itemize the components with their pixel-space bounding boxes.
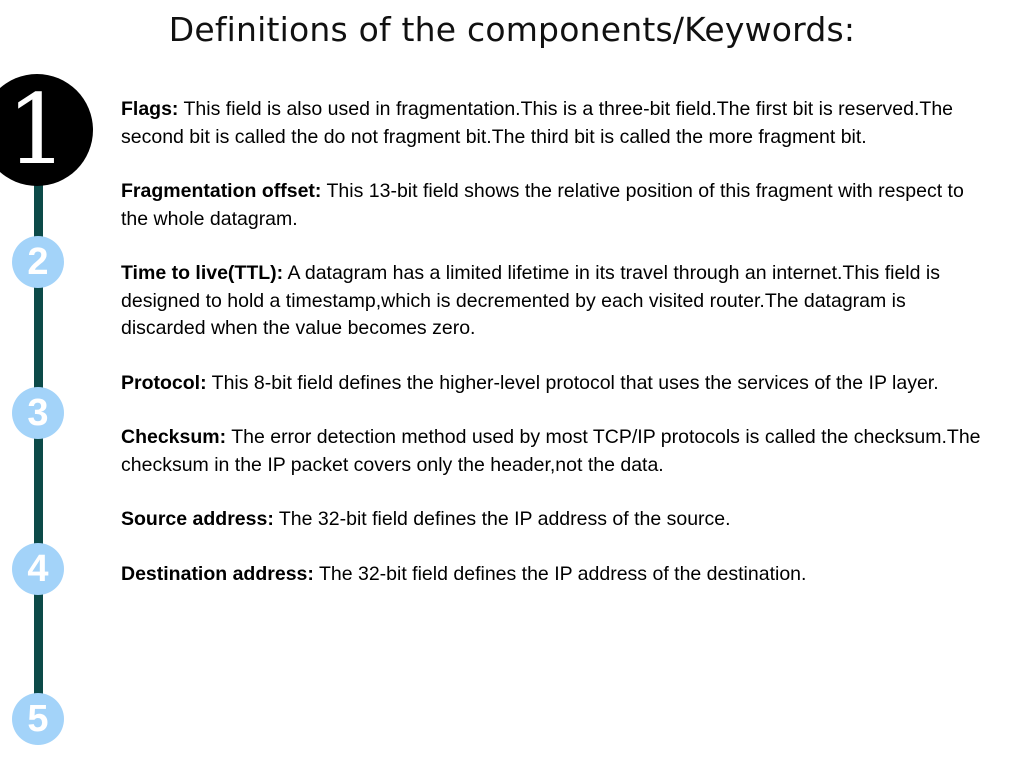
- definition-term: Protocol:: [121, 371, 207, 394]
- definition-text: The error detection method used by most TCP/IP protocols is called the checksum.The checksum in the IP packet covers only the header,not the data.: [121, 426, 981, 476]
- definition-source-address: [121, 506, 981, 534]
- definition-checksum: [121, 424, 981, 479]
- definition-text: This field is also used in fragmentation.This is a three-bit field.The first bit is reserved.The second bit is called the do not fragment bit.The third bit is called the more fragment bit.: [121, 98, 954, 148]
- step-1-active-marker: 1: [0, 74, 93, 186]
- definition-time-to-live: [121, 260, 981, 343]
- definitions-list: [121, 96, 981, 615]
- definition-protocol: [121, 370, 981, 398]
- step-5-marker: 5: [12, 693, 64, 745]
- definition-term: Source address:: [121, 508, 274, 530]
- step-2-marker: 2: [12, 236, 64, 288]
- definition-destination-address: [121, 561, 981, 589]
- definition-fragmentation-offset: [121, 178, 981, 233]
- definition-text: A datagram has a limited lifetime in its travel through an internet.This field is designed to hold a timestamp,which is decremented by each visited router.The datagram is discarded when the value becomes zero.: [121, 262, 940, 339]
- step-4-marker: 4: [12, 543, 64, 595]
- definition-text: The 32-bit field defines the IP address of the destination.: [318, 562, 807, 585]
- definition-text: This 13-bit field shows the relative position of this fragment with respect to the whole datagram.: [121, 180, 964, 230]
- definition-flags: [121, 96, 981, 151]
- step-3-marker: 3: [12, 387, 64, 439]
- definition-term: Time to live(TTL):: [121, 262, 284, 284]
- definition-text: This 8-bit field defines the higher-level protocol that uses the services of the IP layer.: [211, 371, 939, 394]
- definition-text: The 32-bit field defines the IP address of the source.: [278, 508, 731, 530]
- definition-term: Destination address:: [121, 562, 314, 585]
- page-title: Definitions of the components/Keywords:: [168, 10, 856, 49]
- definition-term: Flags:: [121, 98, 179, 120]
- definition-term: Checksum:: [121, 426, 227, 448]
- definition-term: Fragmentation offset:: [121, 180, 322, 202]
